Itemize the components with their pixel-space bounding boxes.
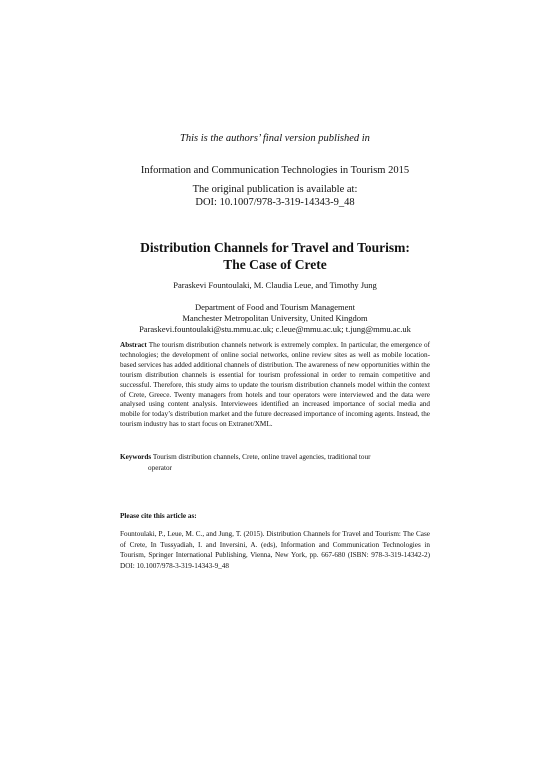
author-list: Paraskevi Fountoulaki, M. Claudia Leue, and Timothy Jung	[173, 280, 377, 290]
paper-title-line1: Distribution Channels for Travel and Tourism:	[140, 240, 410, 255]
paper-title-line2: The Case of Crete	[223, 257, 327, 272]
affiliation-university: Manchester Metropolitan University, United Kingdom	[182, 313, 368, 323]
keywords	[120, 452, 430, 473]
keywords-continuation: operator	[148, 463, 172, 472]
doi-link[interactable]: DOI: 10.1007/978-3-319-14343-9_48	[195, 197, 355, 208]
keywords-label: Keywords	[120, 453, 152, 461]
author-emails[interactable]: Paraskevi.fountoulaki@stu.mmu.ac.uk; c.leue@mmu.ac.uk; t.jung@mmu.ac.uk	[139, 324, 411, 334]
affiliation-department: Department of Food and Tourism Management	[194, 302, 355, 312]
publication-venue: Information and Communication Technologies in Tourism 2015	[140, 165, 410, 176]
abstract-label: Abstract	[120, 341, 147, 349]
citation-heading: Please cite this article as:	[120, 512, 197, 520]
citation-text: Fountoulaki, P., Leue, M. C., and Jung, T. (2015). Distribution Channels for Travel and Tourism: The Case of Crete, In Tussyadiah, I. and Inversini, A. (eds), Information and Communication Technologies in Tourism, Springer International Publishing, Vienna, New York, pp. 667-680 (ISBN: 978-3-319-14342-2) DOI: 10.1007/978-3-319-14343-9_48	[120, 530, 430, 570]
abstract	[120, 341, 430, 430]
abstract-text: The tourism distribution channels network is extremely complex. In particular, the emergence of technologies; the development of online social networks, online review sites as well as mobile location-based services has added additional channels of distribution. The awareness of new opportunities within the tourism distribution channels is essential for tourism professional in order to remain competitive and successful. Therefore, this study aims to update the tourism distribution channels model within the context of Crete, Greece. Twenty managers from hotels and tour operators were interviewed and the data were analysed using content analysis. Interviewees identified an increased importance of social media and mobile for today’s distribution market and the future decreased importance of incoming agents. Instead, the tourism industry has to start focus on Extranet/XML.	[120, 341, 430, 429]
keywords-text: Tourism distribution channels, Crete, online travel agencies, traditional tour	[152, 453, 371, 461]
availability-notice: The original publication is available at:	[192, 184, 358, 195]
final-version-notice: This is the authors’ final version published in	[180, 133, 370, 144]
